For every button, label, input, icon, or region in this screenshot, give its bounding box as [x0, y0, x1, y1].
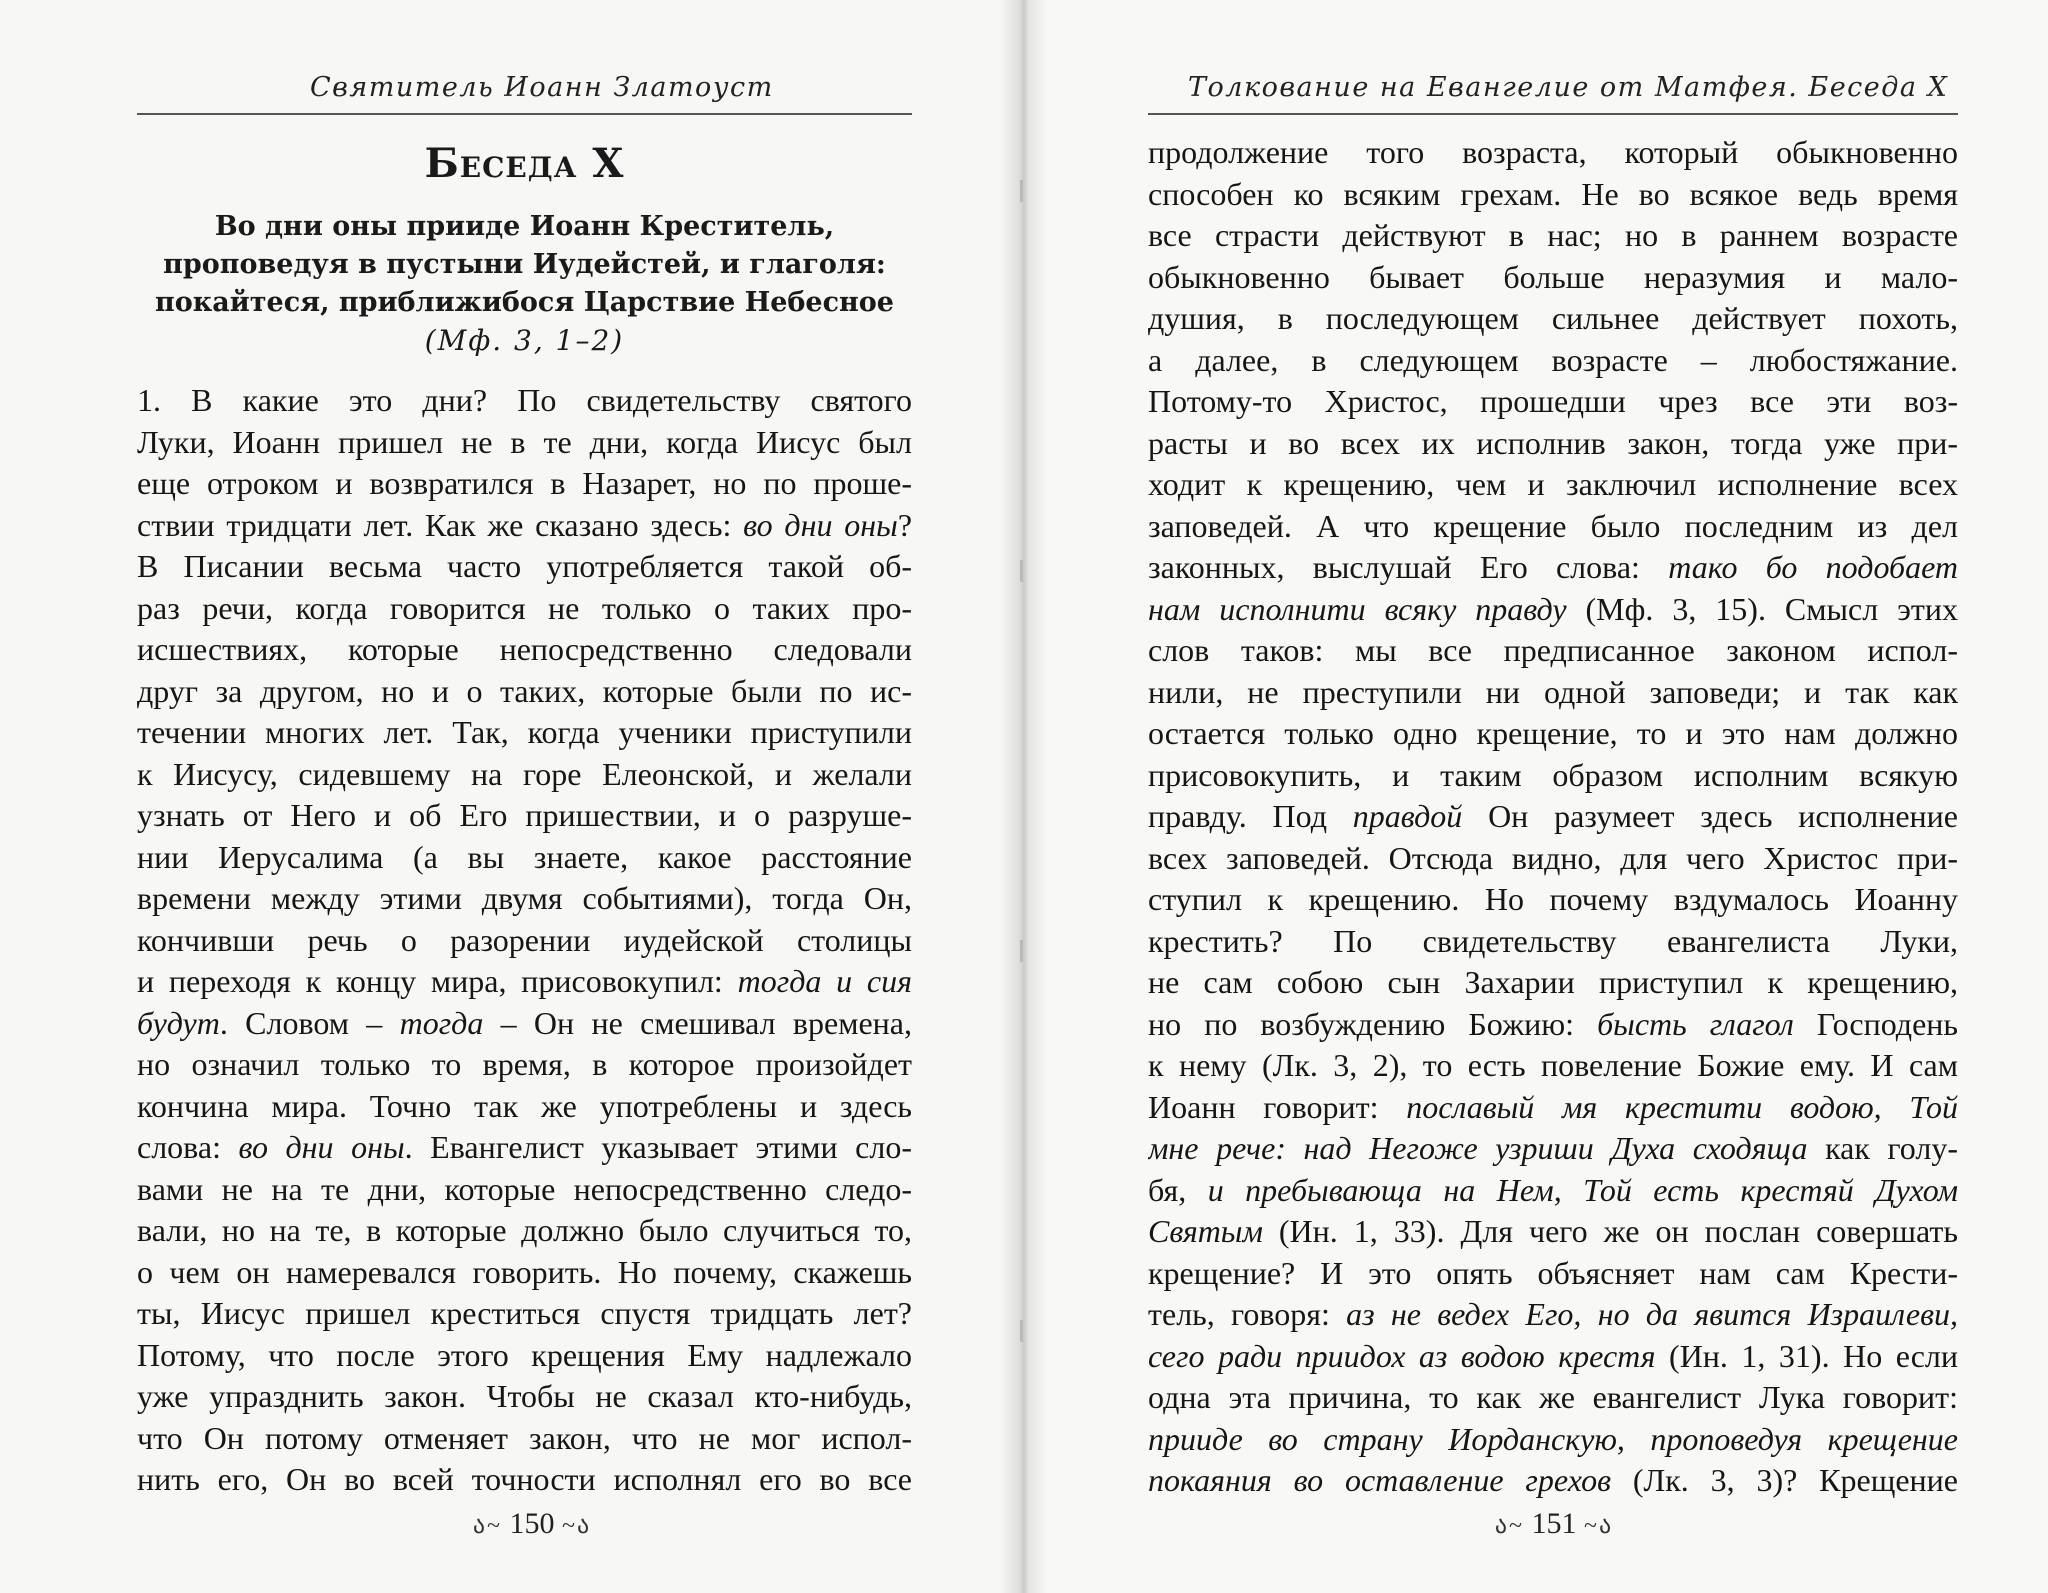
text-segment: ? [897, 506, 912, 543]
text-line [1148, 962, 1958, 1004]
running-head-left: Святитель Иоанн Златоуст [310, 72, 774, 103]
text-segment: еще отроком и возвратился в Назарет, но по проше- [137, 465, 912, 501]
text-segment: кончивши речь о разорении иудейской столицы [137, 921, 912, 958]
binding-stitch [1020, 560, 1023, 582]
text-line [1148, 755, 1958, 797]
text-segment: уже упразднить закон. Чтобы не сказал кто-нибудь, [137, 1378, 912, 1414]
text-line [137, 463, 912, 505]
text-segment: раз речи, когда говорится не только о таких про- [137, 589, 912, 626]
text-line [1148, 1211, 1958, 1253]
text-line [1148, 340, 1958, 382]
text-segment: и переходя к концу мира, присовокупил: [137, 963, 738, 999]
text-segment: заповедей. А что крещение было последним из дел [1148, 507, 1958, 544]
text-segment: ходит к крещению, чем и заключил исполнение всех [1148, 466, 1958, 502]
book-gutter [1000, 0, 1048, 1593]
text-segment: вами не на те дни, которые непосредственно следо- [137, 1170, 912, 1207]
text-segment: (Лк. 3, 3)? Крещение [1611, 1462, 1958, 1498]
text-segment: ступил к крещению. Но почему вздумалось Иоанну [1148, 881, 1958, 917]
text-segment: душия, в последующем сильнее действует похоть, [1148, 300, 1958, 336]
epigraph-line: Во дни оны прииде Иоанн Креститель, [214, 211, 835, 242]
italic-quote: сего ради приидох аз водою крестя [1148, 1337, 1656, 1374]
text-segment: крестить? По свидетельству евангелиста Луки, [1148, 922, 1958, 959]
text-line [1148, 921, 1958, 963]
text-line [1148, 257, 1958, 299]
text-line [137, 878, 912, 920]
text-line [1148, 132, 1958, 174]
binding-stitch [1020, 940, 1023, 962]
header-rule-right [1148, 113, 1958, 115]
text-segment: но по возбуждению Божию: [1148, 1005, 1598, 1042]
text-segment: обыкновенно бывает больше неразумия и мало- [1148, 258, 1958, 295]
italic-quote: правдой [1352, 798, 1463, 834]
text-segment: . Словом – [219, 1004, 400, 1041]
text-line [1148, 672, 1958, 714]
text-line [137, 837, 912, 879]
binding-stitch [1020, 1320, 1023, 1342]
text-line [137, 546, 912, 588]
text-segment: – Он не смешивал времена, [483, 1004, 912, 1041]
ornament-icon: ა~ [472, 1513, 502, 1539]
text-segment: течении многих лет. Так, когда ученики приступили [137, 714, 912, 750]
text-line [137, 422, 912, 464]
epigraph-line: проповедуя в пустыни Иудейстей, и глаголя: [163, 249, 886, 280]
text-line [1148, 1087, 1958, 1129]
text-segment: времени между этими двумя событиями), тогда Он, [137, 880, 912, 916]
text-line [1148, 1004, 1958, 1046]
text-line [137, 920, 912, 962]
italic-quote: аз не ведех Его, но да явится Израилеви, [1346, 1296, 1958, 1332]
text-segment: кончина мира. Точно так же употреблены и здесь [137, 1087, 912, 1124]
ornament-icon: ~ა [562, 1513, 592, 1539]
text-line [137, 795, 912, 837]
text-line [1148, 1460, 1958, 1502]
text-segment: правду. Под [1148, 798, 1353, 834]
italic-quote: мне рече: над Негоже узриши Духа сходяща [1148, 1130, 1808, 1166]
italic-quote: бысть глагол [1597, 1005, 1794, 1042]
italic-quote: тако бо подобает [1668, 549, 1958, 585]
chapter-title: Беседа X [424, 140, 625, 187]
text-segment: расты и во всех их исполнив закон, тогда уже при- [1148, 424, 1958, 461]
page-number-left [412, 1507, 652, 1541]
page-number-right [1434, 1507, 1674, 1541]
text-line [137, 961, 912, 1003]
text-line [1148, 464, 1958, 506]
text-segment: не сам собою сын Захарии приступил к крещению, [1148, 964, 1958, 1000]
text-segment: Он разумеет здесь исполнение [1462, 798, 1958, 834]
header-rule-left [137, 113, 912, 115]
text-segment: Господень [1793, 1005, 1958, 1042]
text-segment: к нему (Лк. 3, 2), то есть повеление Божие ему. И сам [1148, 1047, 1958, 1083]
text-line [1148, 547, 1958, 589]
text-line [137, 1459, 912, 1501]
text-line [1148, 506, 1958, 548]
text-line [137, 754, 912, 796]
text-line [137, 712, 912, 754]
text-line [137, 1418, 912, 1460]
right-page [1026, 0, 2048, 1593]
text-line [1148, 1253, 1958, 1295]
left-page [0, 0, 1022, 1593]
text-line [1148, 174, 1958, 216]
epigraph-reference: (Мф. 3, 1–2) [424, 324, 625, 357]
text-line [1148, 589, 1958, 631]
text-line [137, 380, 912, 422]
text-line [1148, 1419, 1958, 1461]
text-segment: одна эта причина, то как же евангелист Лука говорит: [1148, 1379, 1958, 1415]
text-segment: бя, [1148, 1171, 1208, 1208]
text-segment: присовокупить, и таким образом исполним всякую [1148, 756, 1958, 793]
text-line [137, 1086, 912, 1128]
running-head-right: Толкование на Евангелие от Матфея. Беседа X [1188, 72, 1949, 103]
text-line [137, 629, 912, 671]
italic-quote: во дни оны [743, 506, 898, 543]
text-segment: крещение? И это опять объясняет нам сам Крести- [1148, 1254, 1958, 1291]
text-line [1148, 298, 1958, 340]
text-line [137, 1169, 912, 1211]
page-number: 150 [509, 1507, 555, 1540]
italic-quote: покаяния во оставление грехов [1148, 1462, 1611, 1498]
text-segment: продолжение того возраста, который обыкновенно [1148, 134, 1958, 170]
bleed-through-text [120, 74, 128, 104]
text-line [137, 1003, 912, 1045]
text-segment: всех заповедей. Отсюда видно, для чего Христос при- [1148, 839, 1958, 876]
text-line [1148, 713, 1958, 755]
text-segment: все страсти действуют в нас; но в раннем возрасте [1148, 217, 1958, 253]
text-line [1148, 1045, 1958, 1087]
ornament-icon: ა~ [1494, 1513, 1524, 1539]
text-segment: а далее, в следующем возрасте – любостяжание. [1148, 341, 1958, 378]
italic-quote: нам исполнити всяку правду [1148, 590, 1567, 627]
text-segment: друг за другом, но и о таких, которые были по ис- [137, 672, 912, 709]
text-segment: что Он потому отменяет закон, что не мог испол- [137, 1419, 912, 1456]
text-segment: остается только одно крещение, то и это нам должно [1148, 715, 1958, 751]
text-segment: к Иисусу, сидевшему на горе Елеонской, и желали [137, 755, 912, 792]
page-number: 151 [1531, 1507, 1577, 1540]
epigraph [137, 208, 912, 360]
text-line [1148, 381, 1958, 423]
text-segment: ствии тридцати лет. Как же сказано здесь: [137, 506, 744, 543]
text-segment: тель, говоря: [1148, 1296, 1347, 1332]
text-line [137, 1335, 912, 1377]
text-segment: исшествиях, которые непосредственно следовали [137, 631, 912, 667]
text-segment: (Ин. 1, 33). Для чего же он послан совершать [1262, 1213, 1958, 1249]
italic-quote: во дни оны [238, 1129, 405, 1165]
text-line [1148, 1170, 1958, 1212]
text-segment: нии Иерусалима (а вы знаете, какое расстояние [137, 838, 912, 875]
text-line [1148, 1336, 1958, 1378]
text-line [137, 1252, 912, 1294]
text-line [1148, 838, 1958, 880]
body-text-right [1148, 132, 1958, 1502]
text-line [137, 1293, 912, 1335]
text-segment: нить его, Он во всей точности исполнял его во все [137, 1461, 912, 1497]
italic-quote: Святым [1148, 1213, 1263, 1249]
italic-quote: тогда [399, 1004, 484, 1041]
text-line [137, 1210, 912, 1252]
text-line [1148, 1294, 1958, 1336]
text-segment: . Евангелист указывает этими сло- [404, 1129, 912, 1165]
text-segment: способен ко всяким грехам. Не во всякое ведь время [1148, 175, 1958, 212]
text-line [1148, 1128, 1958, 1170]
text-segment: Иоанн говорит: [1148, 1088, 1407, 1125]
body-text-left [137, 380, 912, 1501]
text-segment: Потому, что после этого крещения Ему надлежало [137, 1336, 912, 1373]
text-line [1148, 796, 1958, 838]
text-line [137, 1127, 912, 1169]
ornament-icon: ~ა [1584, 1513, 1614, 1539]
italic-quote: тогда и сия [737, 963, 912, 999]
text-segment: (Мф. 3, 15). Смысл этих [1566, 590, 1958, 627]
italic-quote: прииде во страну Иорданскую, проповедуя крещение [1148, 1420, 1958, 1457]
text-segment: слов таков: мы все предписанное законом испол- [1148, 632, 1958, 668]
text-segment: законных, выслушай Его слова: [1148, 549, 1669, 585]
text-segment: слова: [137, 1129, 239, 1165]
text-segment: вали, но на те, в которые должно было случиться то, [137, 1212, 912, 1248]
text-line [1148, 215, 1958, 257]
text-segment: (Ин. 1, 31). Но если [1655, 1337, 1958, 1374]
text-segment: Потому-то Христос, прошедши чрез все эти воз- [1148, 383, 1958, 419]
text-line [137, 588, 912, 630]
text-segment: ты, Иисус пришел креститься спустя тридцать лет? [137, 1295, 912, 1331]
text-segment: Луки, Иоанн пришел не в те дни, когда Иисус был [137, 423, 912, 460]
text-line [1148, 879, 1958, 921]
text-line [137, 671, 912, 713]
text-line [1148, 423, 1958, 465]
text-segment: о чем он намеревался говорить. Но почему, скажешь [137, 1253, 912, 1290]
text-line [137, 505, 912, 547]
italic-quote: и пребывающа на Нем, Той есть крестяй Духом [1207, 1171, 1958, 1208]
text-segment: но означил только то время, в которое произойдет [137, 1046, 912, 1082]
epigraph-line: покайтеся, приближибося Царствие Небесное [155, 287, 894, 318]
text-segment: 1. В какие это дни? По свидетельству святого [137, 382, 912, 418]
italic-quote: будут [137, 1004, 220, 1041]
text-line [1148, 1377, 1958, 1419]
binding-stitch [1020, 180, 1023, 202]
text-segment: В Писании весьма часто употребляется такой об- [137, 548, 912, 584]
text-line [1148, 630, 1958, 672]
text-segment: как голу- [1807, 1130, 1958, 1166]
italic-quote: пославый мя крестити водою, Той [1406, 1088, 1958, 1125]
text-line [137, 1376, 912, 1418]
text-line [137, 1044, 912, 1086]
text-segment: нили, не преступили ни одной заповеди; и так как [1148, 673, 1958, 710]
text-segment: узнать от Него и об Его пришествии, и о разруше- [137, 797, 912, 833]
